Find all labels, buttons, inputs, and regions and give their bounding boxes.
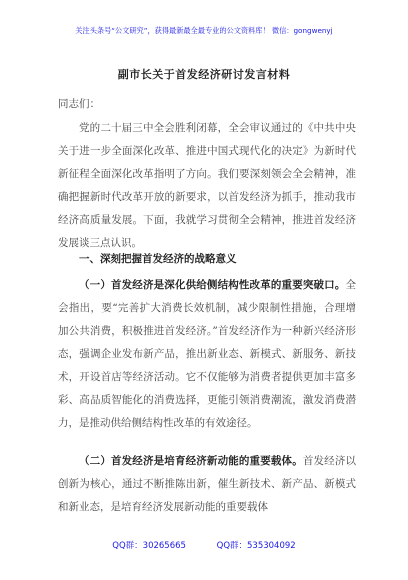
footer-qq-2: QQ群：535304092 bbox=[216, 541, 296, 551]
document-title: 副市长关于首发经济研讨发言材料 bbox=[117, 68, 291, 81]
point-2-body: 首发经济以创新为核心，通过不断推陈出新，催生新技术、新产品、新模式和新业态，是培育经济发展新动能的重要载体 bbox=[58, 455, 356, 513]
section-heading-1: 一、深刻把握首发经济的战略意义 bbox=[79, 253, 237, 265]
intro-paragraph: 党的二十届三中全会胜利闭幕，全会审议通过的《中共中央关于进一步全面深化改革、推进中国式现代化的决定》为新时代新征程全面深化改革指明了方向。我们要深刻领会全会精神，准确把握新时代改革开放的新要求，以首发经济为抓手，推动我市经济高质量发展。下面，我就学习贯彻全会精神，推进首发经济发展谈三点认识。 bbox=[58, 122, 356, 249]
footer-qq-1: QQ群：30265665 bbox=[112, 541, 186, 551]
point-1-body: 全会指出，要“完善扩大消费长效机制，减少限制性措施，合理增加公共消费，积极推进首发经济。”首发经济作为一种新兴经济形态，强调企业发布新产品，推出新业态、新模式、新服务、新技术，开设首店等经济活动。它不仅能够为消费者提供更加丰富多彩、高品质智能化的消费选择，更能引领消费潮流，激发消费潜力，是推动供给侧结构性改革的有效途径。 bbox=[58, 279, 356, 429]
salutation: 同志们： bbox=[58, 98, 100, 110]
point-2-paragraph bbox=[58, 450, 356, 519]
point-2-lead: （二）首发经济是培育经济新动能的重要载体。 bbox=[79, 455, 303, 467]
point-1-lead: （一）首发经济是深化供给侧结构性改革的重要突破口。 bbox=[79, 279, 346, 291]
footer bbox=[0, 540, 408, 552]
point-1-paragraph bbox=[58, 274, 356, 435]
header-banner: 关注头条号“公文研究”，获得最新最全最专业的公文资料库！ 微信：gongwenyj bbox=[75, 26, 333, 35]
